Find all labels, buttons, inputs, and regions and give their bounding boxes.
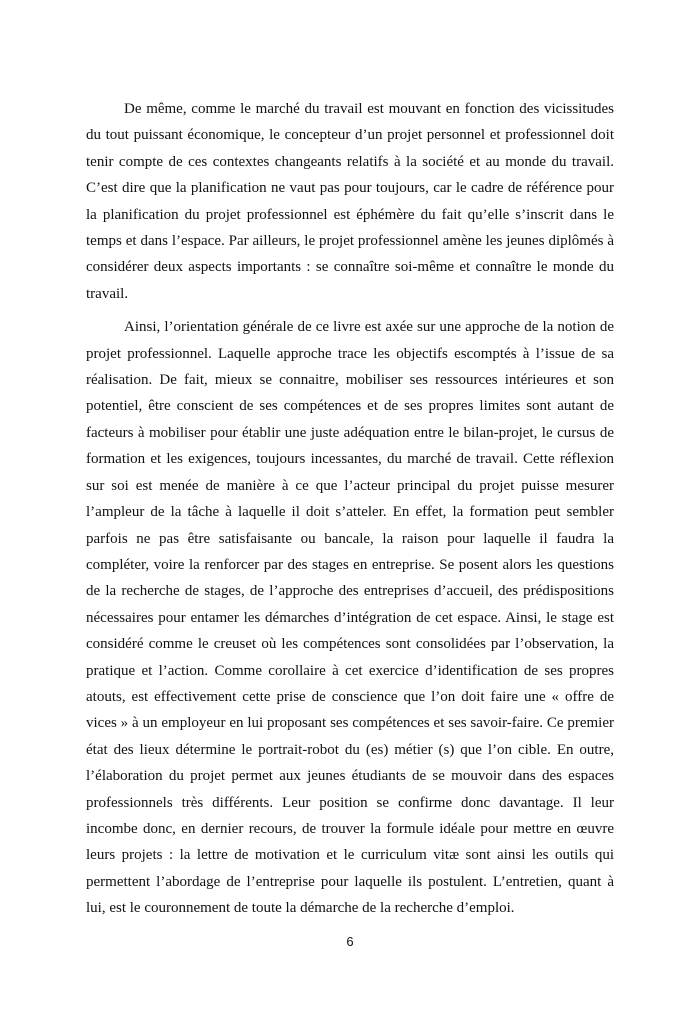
page-number: 6	[346, 934, 354, 949]
paragraph-2: Ainsi, l’orientation générale de ce livre est axée sur une approche de la notion de projet professionnel. Laquelle approche trace les objectifs escomptés à l’issue de sa réalisation. De fait, mieux se connaitre, mobiliser ses ressources intérieures et son potentiel, être conscient de ses compétences et de ses propres limites sont autant de facteurs à mobiliser pour établir une juste adéquation entre le bilan-projet, le cursus de formation et les exigences, toujours incessantes, du marché de travail. Cette réflexion sur soi est menée de manière à ce que l’acteur principal du projet puisse mesurer l’ampleur de la tâche à laquelle il doit s’atteler. En effet, la formation peut sembler parfois ne pas être satisfaisante ou bancale, la raison pour laquelle il faudra la compléter, voire la renforcer par des stages en entreprise. Se posent alors les questions de la recherche de stages, de l’approche des entreprises d’accueil, des prédispositions nécessaires pour entamer les démarches d’intégration de cet espace. Ainsi, le stage est considéré comme le creuset où les compétences sont consolidées par l’observation, la pratique et l’action. Comme corollaire à cet exercice d’identification de ses propres atouts, est effectivement cette prise de conscience que l’on doit faire une « offre de vices » à un employeur en lui proposant ses compétences et ses savoir-faire. Ce premier état des lieux détermine le portrait-robot du (es) métier (s) que l’on cible. En outre, l’élaboration du projet permet aux jeunes étudiants de se mouvoir dans des espaces professionnels très différents. Leur position se confirme donc davantage. Il leur incombe donc, en dernier recours, de trouver la formule idéale pour mettre en œuvre leurs projets : la lettre de motivation et le curriculum vitæ sont ainsi les outils qui permettent l’abordage de l’entreprise pour laquelle ils postulent. L’entretien, quant à lui, est le couronnement de toute la démarche de la recherche d’emploi.	[86, 319, 614, 917]
body-text	[86, 96, 614, 929]
paragraph-1: De même, comme le marché du travail est mouvant en fonction des vicissitudes du tout puissant économique, le concepteur d’un projet personnel et professionnel doit tenir compte de ces contextes changeants relatifs à la société et au monde du travail. C’est dire que la planification ne vaut pas pour toujours, car le cadre de référence pour la planification du projet professionnel est éphémère du fait qu’elle s’inscrit dans le temps et dans l’espace. Par ailleurs, le projet professionnel amène les jeunes diplômés à considérer deux aspects importants : se connaître soi-même et connaître le monde du travail.	[86, 101, 614, 302]
